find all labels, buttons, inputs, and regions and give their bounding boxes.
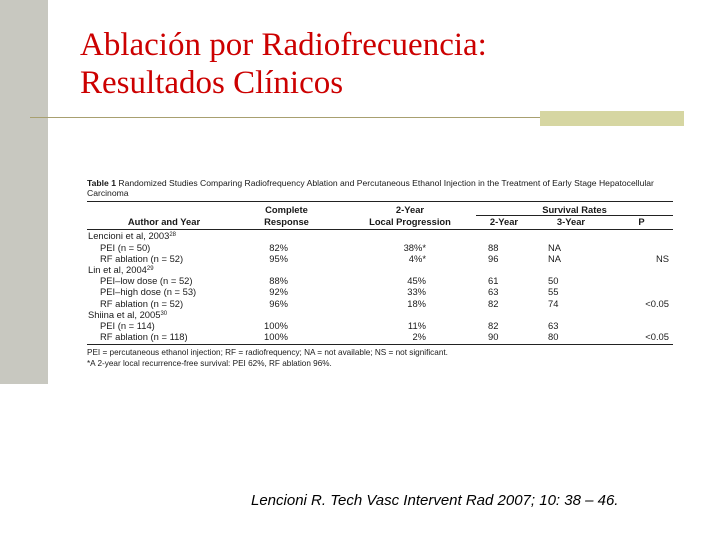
- header-author: Author and Year: [87, 216, 229, 230]
- cell-complete-response: 96%: [269, 297, 288, 309]
- cell-local-progression: 11%: [407, 319, 426, 331]
- group-author-row: [87, 309, 673, 320]
- cell-3-year-survival: 74: [548, 297, 559, 309]
- cell-complete-response: 92%: [269, 286, 288, 298]
- table-row: [87, 286, 673, 297]
- cell-local-progression: 18%: [407, 297, 426, 309]
- cell-local-progression: 38%*: [403, 241, 426, 253]
- cell-2-year-survival: 82: [488, 297, 499, 309]
- cell-local-progression: 33%: [407, 286, 426, 298]
- cell-local-progression: 4%*: [408, 252, 426, 264]
- cell-p-value: [610, 275, 673, 286]
- group-reference: 29: [146, 266, 154, 273]
- cell-2-year-survival: 82: [488, 319, 499, 331]
- group-author: Lin et al, 2004: [88, 264, 147, 276]
- cell-p-value: <0.05: [645, 297, 669, 309]
- group-author-row: [87, 264, 673, 275]
- row-label: RF ablation (n = 52): [100, 297, 184, 309]
- title-divider: [30, 117, 540, 118]
- group-reference: 30: [160, 310, 168, 317]
- cell-local-progression: 2%: [344, 331, 476, 345]
- cell-3-year-survival: 50: [548, 275, 559, 287]
- cell-3-year-survival: 63: [548, 319, 559, 331]
- title-line-1: Ablación por Radiofrecuencia:: [80, 27, 487, 63]
- cell-p-value: [610, 320, 673, 331]
- header-p: P: [610, 216, 673, 230]
- row-label: RF ablation (n = 118): [87, 331, 229, 345]
- table-caption: [87, 178, 677, 198]
- cell-complete-response: 82%: [269, 241, 288, 253]
- table-caption-text: Randomized Studies Comparing Radiofrequency Ablation and Percutaneous Ethanol Injection in the Treatment of Early Stage Hepatocellular Carcinoma: [87, 178, 654, 198]
- results-table: [87, 201, 673, 345]
- row-label: RF ablation (n = 52): [100, 252, 184, 264]
- footnote-abbreviations: PEI = percutaneous ethanol injection; RF = radiofrequency; NA = not available; NS = not significant.: [87, 348, 448, 358]
- header-spacer: [87, 202, 229, 216]
- row-label: PEI (n = 114): [100, 319, 155, 331]
- group-author-row: [87, 230, 673, 242]
- cell-2-year-survival: 88: [488, 241, 499, 253]
- table-row: [87, 242, 673, 253]
- table-row: [87, 253, 673, 264]
- header-2-year: 2-Year: [476, 216, 532, 230]
- cell-complete-response: 100%: [229, 331, 344, 345]
- header-complete-response-1: Complete: [229, 202, 344, 216]
- row-label: PEI–high dose (n = 53): [100, 286, 197, 298]
- group-author: Shiina et al, 2005: [88, 308, 161, 320]
- header-complete-response-2: Response: [229, 216, 344, 230]
- header-progression-1: 2-Year: [344, 202, 476, 216]
- cell-3-year-survival: 80: [532, 331, 610, 345]
- slide-title: [80, 26, 680, 102]
- cell-2-year-survival: 90: [476, 331, 532, 345]
- table-row: [87, 331, 673, 345]
- header-progression-2: Local Progression: [344, 216, 476, 230]
- cell-local-progression: 45%: [407, 275, 426, 287]
- table-row: [87, 320, 673, 331]
- header-3-year: 3-Year: [532, 216, 610, 230]
- citation-reference: Lencioni R. Tech Vasc Intervent Rad 2007; 10: 38 – 46.: [251, 492, 619, 509]
- title-line-2: Resultados Clínicos: [80, 65, 344, 101]
- cell-p-value: [610, 286, 673, 297]
- group-author: Lencioni et al, 2003: [88, 230, 170, 242]
- table-footnotes: [87, 348, 677, 369]
- left-decor-bar: [0, 0, 48, 384]
- header-survival-rates: Survival Rates: [476, 202, 673, 216]
- row-label: PEI (n = 50): [100, 241, 151, 253]
- table-row: [87, 275, 673, 286]
- group-reference: 28: [169, 232, 177, 239]
- cell-3-year-survival: 55: [548, 286, 559, 298]
- cell-complete-response: 95%: [269, 252, 288, 264]
- cell-complete-response: 100%: [264, 319, 288, 331]
- cell-2-year-survival: 63: [488, 286, 499, 298]
- results-table-figure: [87, 178, 677, 369]
- cell-complete-response: 88%: [269, 275, 288, 287]
- cell-p-value: NS: [655, 252, 669, 264]
- accent-block: [540, 111, 684, 126]
- cell-3-year-survival: NA: [548, 241, 562, 253]
- footnote-asterisk: *A 2-year local recurrence-free survival: PEI 62%, RF ablation 96%.: [87, 358, 332, 368]
- table-caption-label: Table 1: [87, 178, 116, 188]
- cell-p-value: <0.05: [610, 331, 673, 345]
- cell-p-value: [610, 242, 673, 253]
- cell-2-year-survival: 61: [488, 275, 499, 287]
- cell-3-year-survival: NA: [548, 252, 562, 264]
- table-row: [87, 298, 673, 309]
- cell-2-year-survival: 96: [488, 252, 499, 264]
- row-label: PEI–low dose (n = 52): [100, 275, 193, 287]
